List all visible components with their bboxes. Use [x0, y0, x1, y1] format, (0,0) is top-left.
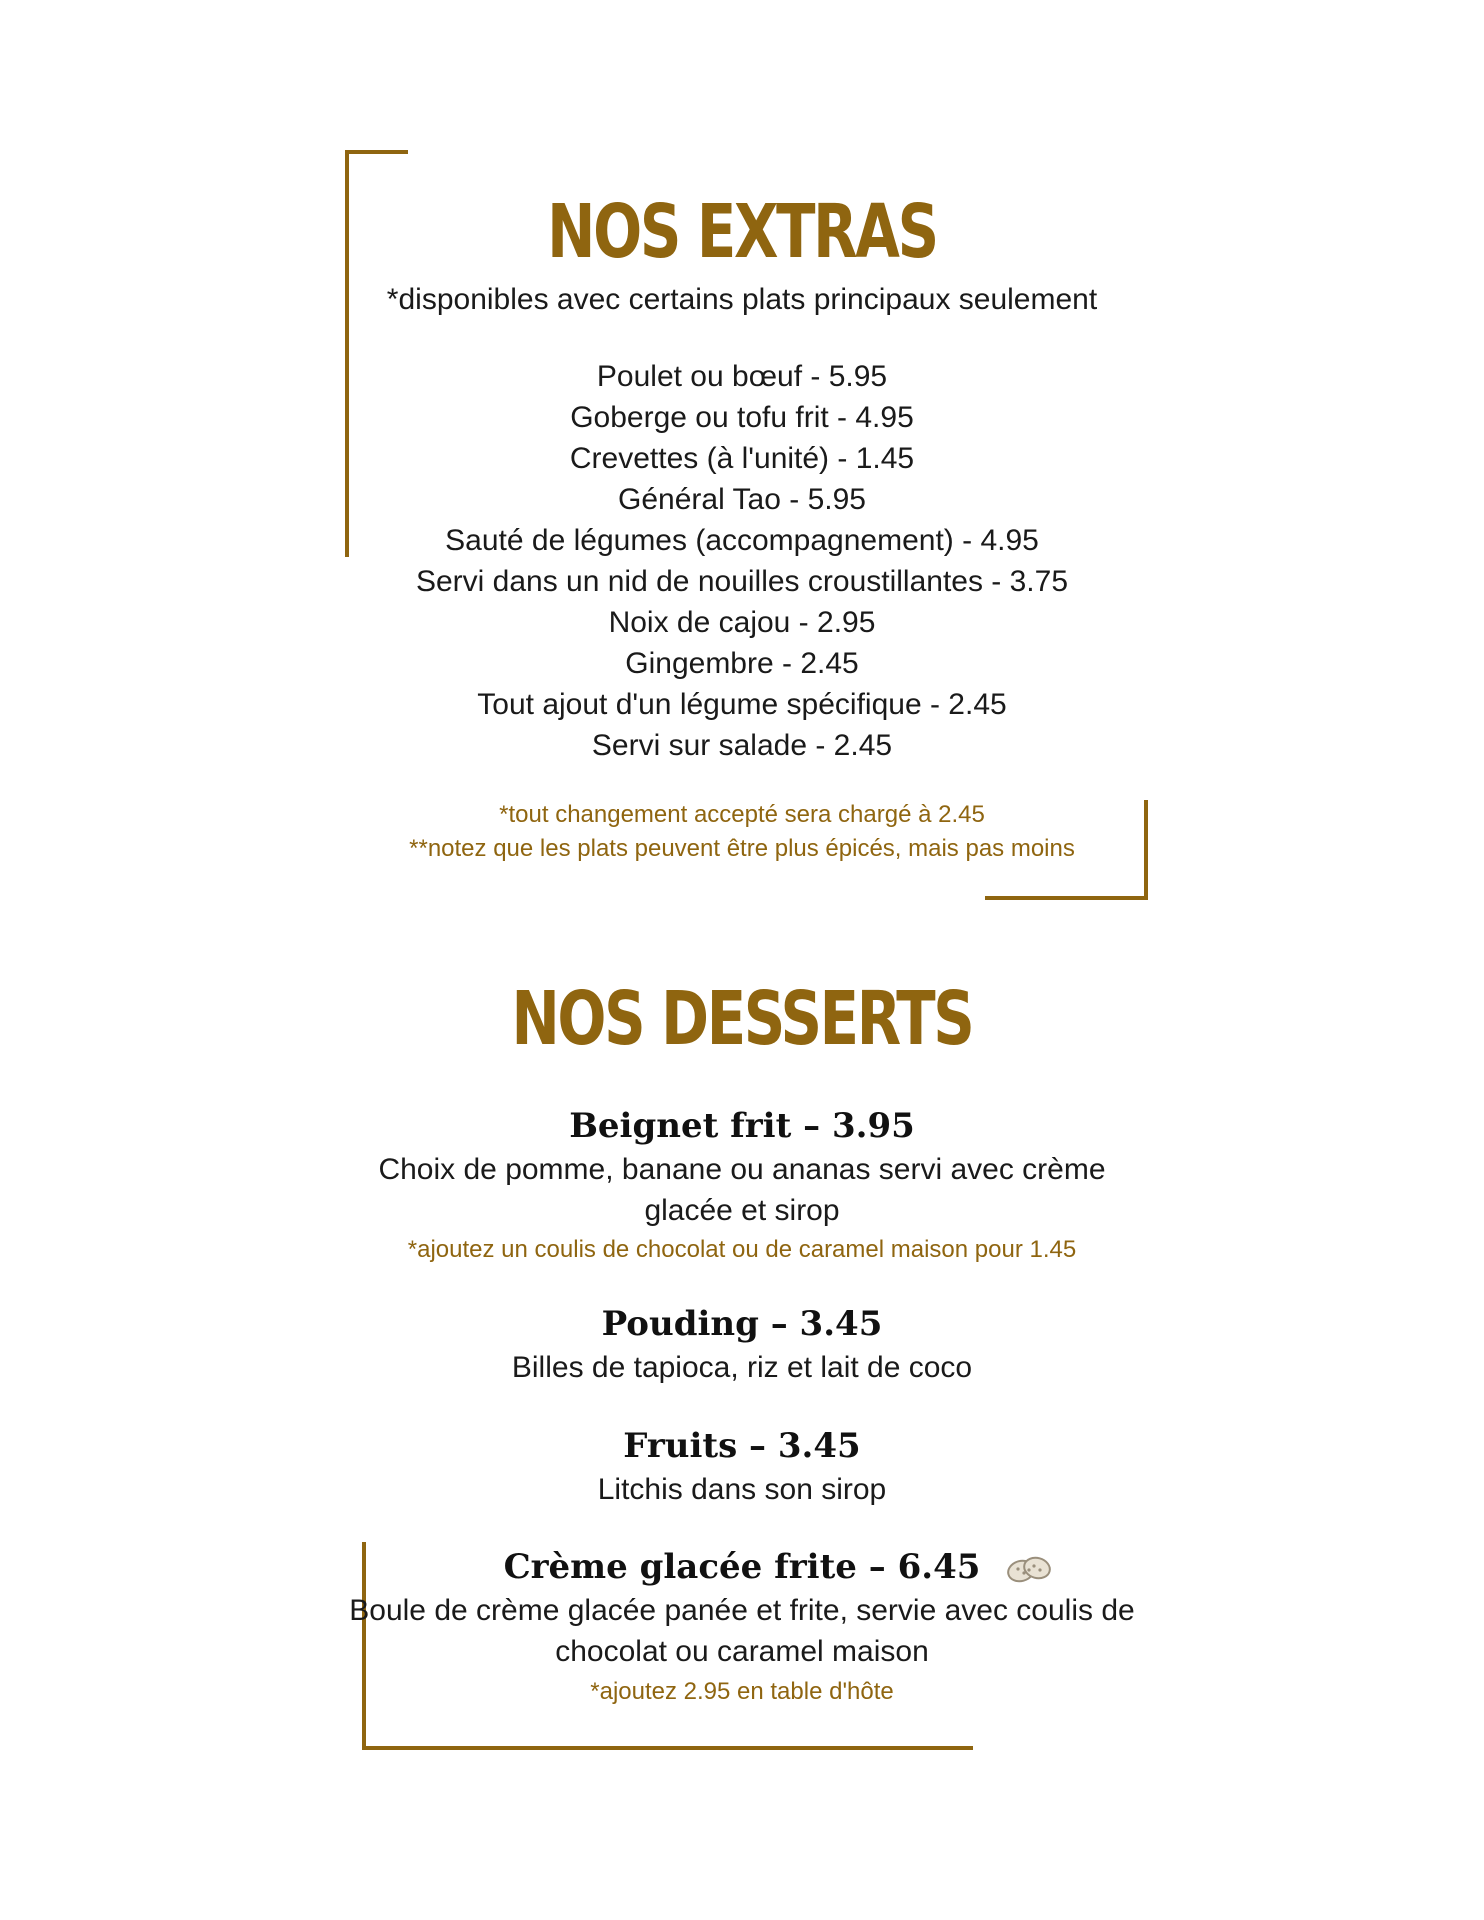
list-item: Tout ajout d'un légume spécifique - 2.45 — [477, 688, 1007, 721]
extras-frame-bottom-right-horizontal — [985, 896, 1148, 900]
list-item: Poulet ou bœuf - 5.95 — [596, 360, 888, 393]
dessert-description-beignet: Choix de pomme, banane ou ananas servi avec crème glacée et sirop — [378, 1153, 1106, 1227]
list-item: Crevettes (à l'unité) - 1.45 — [569, 442, 915, 475]
list-item: Noix de cajou - 2.95 — [608, 606, 876, 639]
list-item: Servi dans un nid de nouilles croustillantes - 3.75 — [415, 565, 1069, 598]
dessert-note-creme-glacee-frite: *ajoutez 2.95 en table d'hôte — [590, 1678, 894, 1705]
list-item: Général Tao - 5.95 — [618, 483, 866, 516]
desserts-title: NOS DESSERTS — [511, 976, 973, 1062]
dessert-note-beignet: *ajoutez un coulis de chocolat ou de caramel maison pour 1.45 — [407, 1236, 1077, 1263]
extras-note-spicy: **notez que les plats peuvent être plus épicés, mais pas moins — [409, 835, 1075, 862]
extras-title: NOS EXTRAS — [547, 189, 937, 275]
extras-subtitle: *disponibles avec certains plats principaux seulement — [386, 283, 1098, 316]
dessert-description-fruits: Litchis dans son sirop — [597, 1473, 887, 1506]
dessert-description-creme-glacee-frite: Boule de crème glacée panée et frite, servie avec coulis de chocolat ou caramel maison — [349, 1594, 1135, 1668]
dessert-name-fruits: Fruits – 3.45 — [623, 1426, 861, 1466]
dessert-name-pouding: Pouding – 3.45 — [601, 1304, 883, 1344]
dessert-name-beignet: Beignet frit – 3.95 — [569, 1106, 915, 1146]
extras-list — [0, 356, 1484, 766]
extras-note-change: *tout changement accepté sera chargé à 2.45 — [499, 801, 985, 828]
peanut-icon — [1004, 1552, 1054, 1588]
desserts-frame-bottom-horizontal — [362, 1746, 973, 1750]
dessert-description-pouding: Billes de tapioca, riz et lait de coco — [511, 1351, 973, 1384]
list-item: Sauté de légumes (accompagnement) - 4.95 — [445, 524, 1039, 557]
list-item: Servi sur salade - 2.45 — [591, 729, 893, 762]
dessert-name-creme-glacee-frite: Crème glacée frite – 6.45 — [503, 1547, 981, 1587]
list-item: Gingembre - 2.45 — [625, 647, 859, 680]
extras-frame-top-left-horizontal — [345, 150, 408, 154]
list-item: Goberge ou tofu frit - 4.95 — [570, 401, 914, 434]
